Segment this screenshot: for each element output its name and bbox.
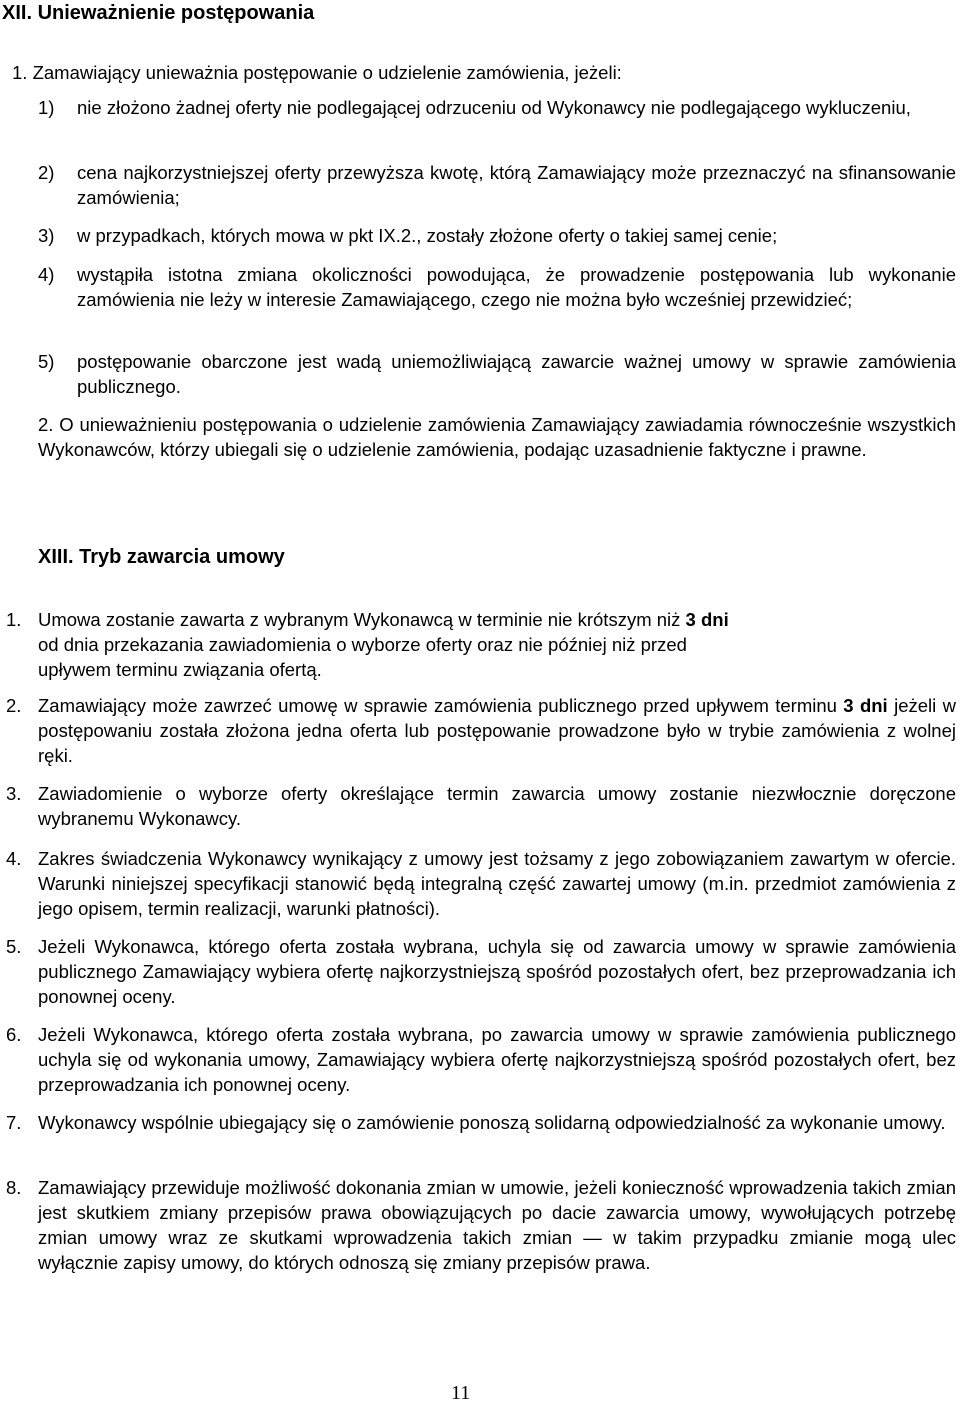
list-item-text: Zamawiający przewiduje możliwość dokonania zmian w umowie, jeżeli konieczność wprowadzenia takich zmian jest skutkiem zmiany przepisów prawa obowiązujących po dacie zawarcia umowy, wywołujących potrzebę zmian umowy wraz ze skutkami wprowadzenia takich zmian — w takim przypadku zmianie mogą ulec wyłącznie zapisy umowy, do których odnoszą się zmiany przepisów prawa. — [38, 1177, 956, 1273]
list-item-number: 8. — [6, 1177, 22, 1198]
page-number: 11 — [451, 1382, 471, 1404]
section-xii-intro: 1. Zamawiający unieważnia postępowanie o udzielenie zamówienia, jeżeli: — [12, 62, 622, 83]
section-xii-paragraph-2: 2. O unieważnieniu postępowania o udzielenie zamówienia Zamawiający zawiadamia równocześnie wszystkich Wykonawców, którzy ubiegali się o udzielenie zamówienia, podając uzasadnienie faktyczne i prawne. — [38, 414, 956, 460]
list-item-number: 4) — [38, 264, 55, 285]
list-item-number: 3) — [38, 225, 55, 246]
text-line: od dnia przekazania zawiadomienia o wyborze oferty oraz nie później niż przed — [38, 634, 687, 655]
list-item-text: Jeżeli Wykonawca, którego oferta została wybrana, po zawarcia umowy w sprawie zamówienia publicznego uchyla się od wykonania umowy, Zamawiający wybiera ofertę najkorzystniejszą spośród pozostałych ofert, bez przeprowadzania ich ponownej oceny. — [38, 1024, 956, 1095]
list-item-text: Zamawiający może zawrzeć umowę w sprawie zamówienia publicznego przed upływem terminu 3 dni jeżeli w postępowaniu została złożona jedna oferta lub postępowanie prowadzone było w trybie zamówienia z wolnej ręki. — [38, 695, 956, 766]
emphasis: 3 dni — [685, 609, 729, 630]
list-item-text: cena najkorzystniejszej oferty przewyższa kwotę, którą Zamawiający może przeznaczyć na sfinansowanie zamówienia; — [77, 162, 956, 208]
list-item-number: 5. — [6, 936, 22, 957]
list-item-number: 3. — [6, 783, 22, 804]
list-item-number: 1) — [38, 97, 55, 118]
emphasis: 3 dni — [843, 695, 888, 716]
text-line: upływem terminu związania ofertą. — [38, 659, 322, 680]
list-item-text — [38, 607, 938, 682]
list-item-number: 7. — [6, 1112, 22, 1133]
text-line: Umowa zostanie zawarta z wybranym Wykonawcą w terminie nie krótszym niż 3 dni — [38, 609, 729, 630]
list-item-number: 2. — [6, 695, 22, 716]
list-item-number: 4. — [6, 848, 22, 869]
list-item-text: wystąpiła istotna zmiana okoliczności powodująca, że prowadzenie postępowania lub wykonanie zamówienia nie leży w interesie Zamawiającego, czego nie można było wcześniej przewidzieć; — [77, 264, 956, 310]
list-item-text: nie złożono żadnej oferty nie podlegającej odrzuceniu od Wykonawcy nie podlegającego wykluczeniu, — [77, 97, 911, 118]
section-heading-xiii: XIII. Tryb zawarcia umowy — [38, 546, 285, 568]
section-heading-xii: XII. Unieważnienie postępowania — [2, 2, 315, 24]
list-item-text: Jeżeli Wykonawca, którego oferta została wybrana, uchyla się od zawarcia umowy w sprawie zamówienia publicznego Zamawiający wybiera ofertę najkorzystniejszą spośród pozostałych ofert, bez przeprowadzania ich ponownej oceny. — [38, 936, 956, 1007]
list-item-number: 1. — [6, 609, 22, 630]
list-item-number: 6. — [6, 1024, 22, 1045]
list-item-text: Wykonawcy wspólnie ubiegający się o zamówienie ponoszą solidarną odpowiedzialność za wykonanie umowy. — [38, 1112, 946, 1133]
list-item-text: postępowanie obarczone jest wadą uniemożliwiającą zawarcie ważnej umowy w sprawie zamówienia publicznego. — [77, 351, 956, 397]
list-item-text: w przypadkach, których mowa w pkt IX.2., zostały złożone oferty o takiej samej cenie; — [77, 225, 778, 246]
list-item-text: Zakres świadczenia Wykonawcy wynikający z umowy jest tożsamy z jego zobowiązaniem zawartym w ofercie. Warunki niniejszej specyfikacji stanowić będą integralną część zawartej umowy (m.in. przedmiot zamówienia z jego opisem, termin realizacji, warunki płatności). — [38, 848, 956, 919]
list-item-text: Zawiadomienie o wyborze oferty określające termin zawarcia umowy zostanie niezwłocznie doręczone wybranemu Wykonawcy. — [38, 783, 956, 829]
list-item-number: 5) — [38, 351, 55, 372]
list-item-number: 2) — [38, 162, 55, 183]
